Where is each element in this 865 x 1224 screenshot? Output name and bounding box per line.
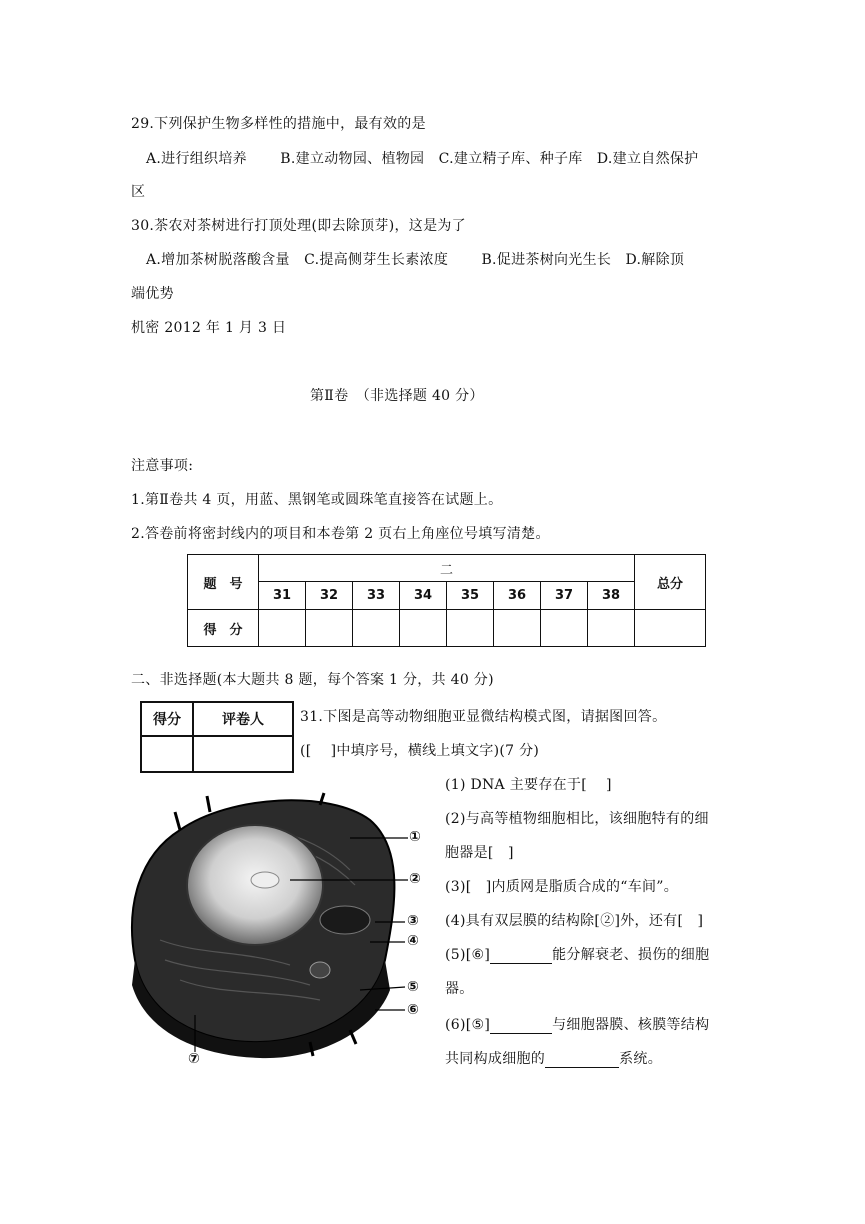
score-row-label: 得 分 <box>188 610 259 647</box>
notes-item-2: 2.答卷前将密封线内的项目和本卷第 2 页右上角座位号填写清楚。 <box>131 526 550 542</box>
q31-sub-2: (2)与高等植物细胞相比，该细胞特有的细 <box>445 811 709 827</box>
section-title: 第Ⅱ卷 （非选择题 40 分） <box>310 388 484 404</box>
q30-options: A.增加茶树脱落酸含量 C.提高侧芽生长素浓度 B.促进茶树向光生长 D.解除顶 <box>146 252 685 268</box>
nucleolus <box>251 872 279 888</box>
total-score-cell <box>635 610 706 647</box>
question-number-cell: 34 <box>400 582 447 610</box>
answer-blank[interactable] <box>490 947 552 964</box>
section-group-label: 二 <box>259 555 635 582</box>
animal-cell-figure <box>120 790 440 1070</box>
q30-stem: 30.茶农对茶树进行打顶处理(即去除顶芽)，这是为了 <box>131 218 466 234</box>
score-cell <box>541 610 588 647</box>
q31-sub-6-suffix: 与细胞器膜、核膜等结构 <box>552 1017 710 1033</box>
answer-blank[interactable] <box>490 1017 552 1034</box>
q31-sub-6 <box>445 1014 709 1034</box>
part2-heading: 二、非选择题(本大题共 8 题，每个答案 1 分，共 40 分) <box>131 672 494 688</box>
notes-item-1: 1.第Ⅱ卷共 4 页，用蓝、黑钢笔或圆珠笔直接答在试题上。 <box>131 492 503 508</box>
question-number-cell: 37 <box>541 582 588 610</box>
question-number-cell: 31 <box>259 582 306 610</box>
grader-name-cell <box>193 736 293 772</box>
q31-sub-5-prefix: (5)[⑥] <box>445 947 491 963</box>
score-cell <box>494 610 541 647</box>
q29-options: A.进行组织培养 B.建立动物园、植物园 C.建立精子库、种子库 D.建立自然保护 <box>146 151 699 167</box>
question-number-cell: 38 <box>588 582 635 610</box>
q31-sub-3: (3)[ ]内质网是脂质合成的“车间”。 <box>445 879 679 895</box>
q31-sub-5-suffix: 能分解衰老、损伤的细胞 <box>552 947 710 963</box>
figure-label-7: ⑦ <box>188 1051 200 1067</box>
grader-name-label: 评卷人 <box>193 702 293 736</box>
q31-sub-6-cont-prefix: 共同构成细胞的 <box>445 1051 546 1067</box>
question-number-cell: 33 <box>353 582 400 610</box>
score-cell <box>400 610 447 647</box>
question-number-cell: 36 <box>494 582 541 610</box>
question-number-cell: 35 <box>447 582 494 610</box>
figure-label-2: ② <box>409 871 421 887</box>
score-cell <box>588 610 635 647</box>
q31-sub-6-prefix: (6)[⑤] <box>445 1017 491 1033</box>
confidential-date: 机密 2012 年 1 月 3 日 <box>131 320 287 336</box>
question-number-cell: 32 <box>306 582 353 610</box>
answer-blank[interactable] <box>545 1051 619 1068</box>
q29-stem: 29.下列保护生物多样性的措施中，最有效的是 <box>131 116 426 132</box>
q31-sub-6-cont <box>445 1048 662 1068</box>
q31-sub-4: (4)具有双层膜的结构除[②]外，还有[ ] <box>445 913 704 929</box>
total-score-label: 总分 <box>635 555 706 610</box>
q31-sub-1: (1) DNA 主要存在于[ ] <box>445 777 612 793</box>
grader-score-label: 得分 <box>141 702 193 736</box>
lysosome <box>310 962 330 978</box>
grader-score-cell <box>141 736 193 772</box>
figure-label-3: ③ <box>407 913 419 929</box>
q31-stem: 31.下图是高等动物细胞亚显微结构模式图，请据图回答。 <box>300 709 667 725</box>
q30-options-cont: 端优势 <box>131 286 174 302</box>
grader-table <box>140 701 294 773</box>
notes-heading: 注意事项: <box>131 458 194 474</box>
question-number-label: 题 号 <box>188 555 259 610</box>
score-cell <box>353 610 400 647</box>
q31-sub-5-cont: 器。 <box>445 981 474 997</box>
figure-label-4: ④ <box>407 933 419 949</box>
q31-instruction: ([ ]中填序号，横线上填文字)(7 分) <box>300 743 540 759</box>
figure-label-1: ① <box>409 829 421 845</box>
mitochondrion <box>320 906 370 934</box>
q31-sub-6-cont-suffix: 系统。 <box>619 1051 663 1067</box>
figure-label-6: ⑥ <box>407 1002 419 1018</box>
score-cell <box>306 610 353 647</box>
figure-label-5: ⑤ <box>407 979 419 995</box>
score-cell <box>259 610 306 647</box>
q31-sub-5 <box>445 944 709 964</box>
q31-sub-2-cont: 胞器是[ ] <box>445 845 514 861</box>
q29-options-cont: 区 <box>131 184 146 200</box>
score-cell <box>447 610 494 647</box>
score-table <box>187 554 706 647</box>
